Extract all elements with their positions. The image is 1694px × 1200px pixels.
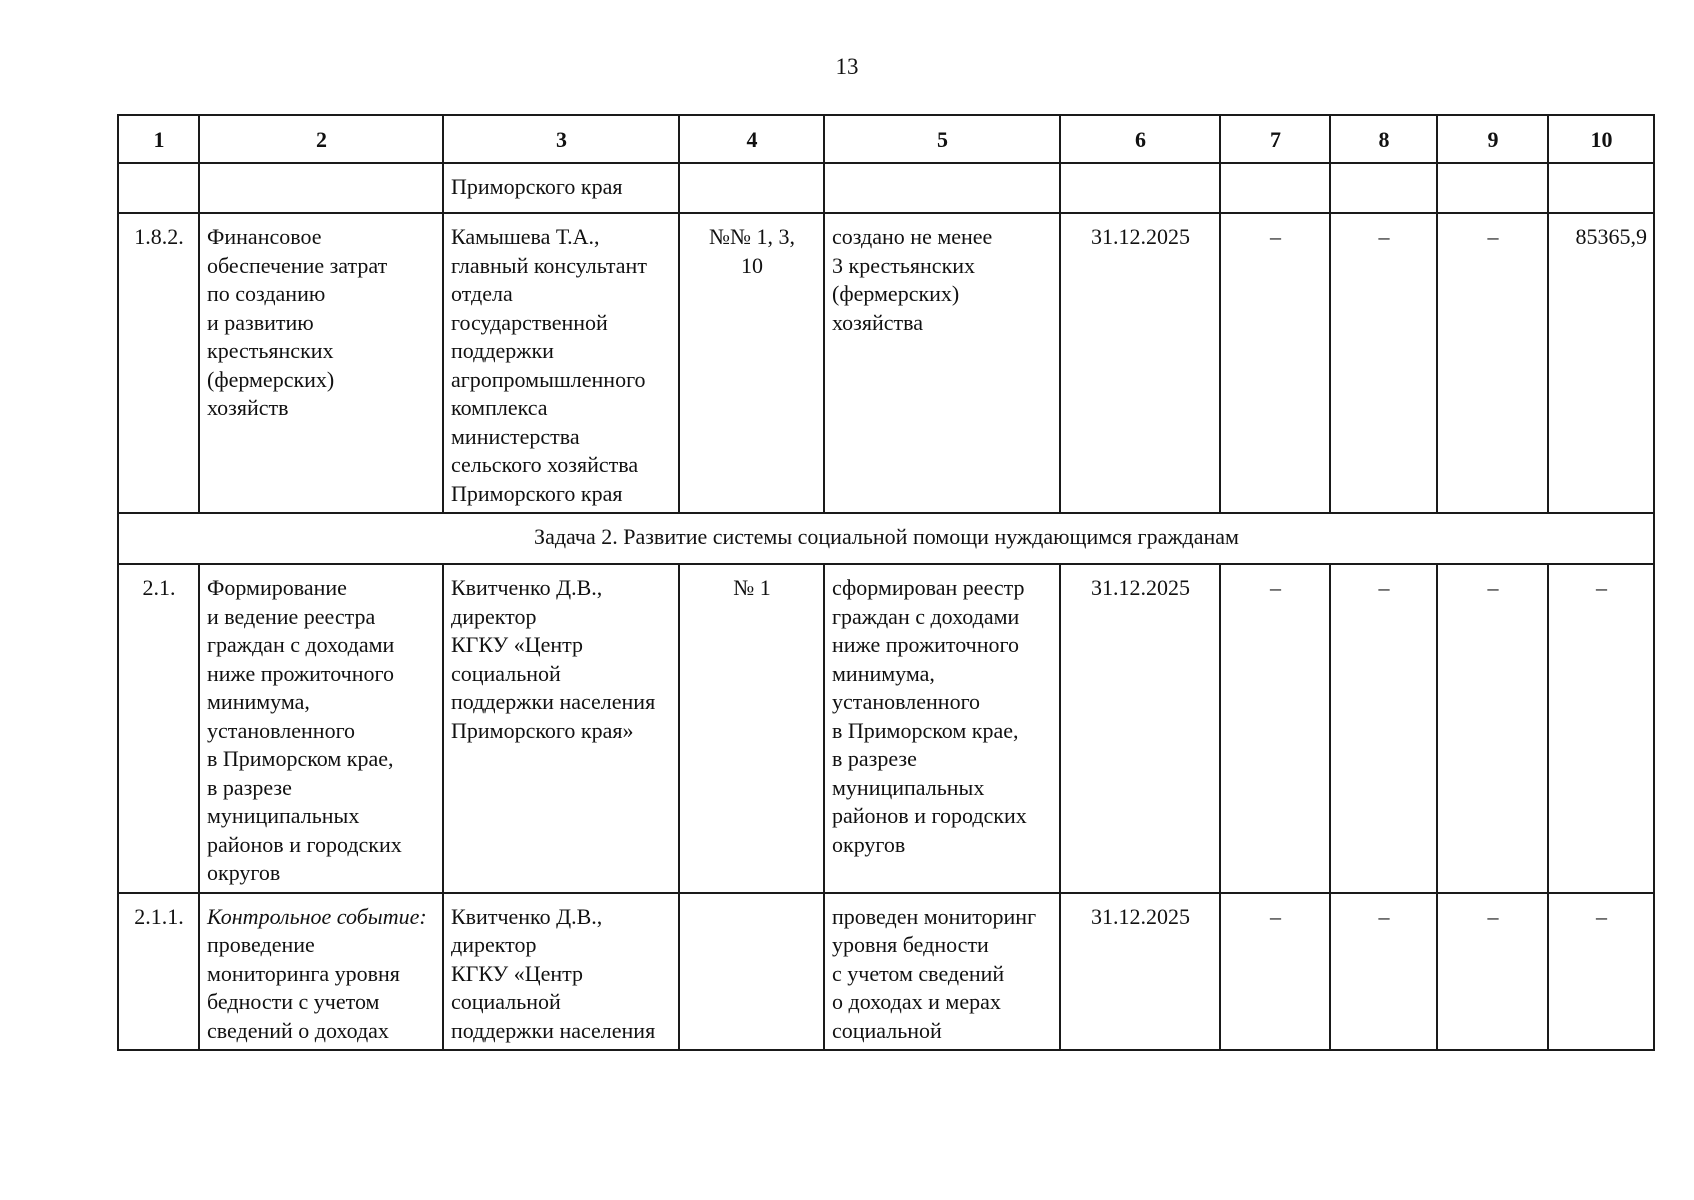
cell-date bbox=[1060, 163, 1220, 213]
column-header: 3 bbox=[443, 115, 679, 163]
cell-col10: 85365,9 bbox=[1548, 213, 1654, 513]
cell-number: 2.1.1. bbox=[118, 893, 199, 1051]
cell-col7: – bbox=[1220, 213, 1330, 513]
cell-result bbox=[824, 163, 1060, 213]
cell-col9: – bbox=[1437, 893, 1548, 1051]
column-header: 9 bbox=[1437, 115, 1548, 163]
cell-col7: – bbox=[1220, 564, 1330, 893]
cell-indicator: №№ 1, 3, 10 bbox=[679, 213, 824, 513]
cell-col9: – bbox=[1437, 564, 1548, 893]
table-row bbox=[118, 163, 1654, 213]
task-title: Задача 2. Развитие системы социальной помощи нуждающимся гражданам bbox=[118, 513, 1654, 564]
cell-col10: – bbox=[1548, 564, 1654, 893]
column-header: 4 bbox=[679, 115, 824, 163]
page-number: 13 bbox=[835, 54, 859, 79]
cell-col10: – bbox=[1548, 893, 1654, 1051]
cell-result: создано не менее 3 крестьянских (фермерских) хозяйства bbox=[824, 213, 1060, 513]
column-header: 1 bbox=[118, 115, 199, 163]
plan-table bbox=[117, 114, 1655, 1051]
cell-col7: – bbox=[1220, 893, 1330, 1051]
cell-indicator bbox=[679, 163, 824, 213]
column-header: 7 bbox=[1220, 115, 1330, 163]
cell-number bbox=[118, 163, 199, 213]
header-row bbox=[118, 115, 1654, 163]
cell-event-text: проведение мониторинга уровня бедности с учетом сведений о доходах bbox=[207, 932, 400, 1043]
cell-event bbox=[199, 893, 443, 1051]
control-event-label: Контрольное событие: bbox=[207, 903, 427, 929]
cell-col8: – bbox=[1330, 213, 1437, 513]
cell-indicator bbox=[679, 893, 824, 1051]
task-row bbox=[118, 513, 1654, 564]
table-row bbox=[118, 893, 1654, 1051]
cell-col8: – bbox=[1330, 893, 1437, 1051]
cell-event: Финансовое обеспечение затрат по созданию и развитию крестьянских (фермерских) хозяйств bbox=[199, 213, 443, 513]
cell-result: проведен мониторинг уровня бедности с учетом сведений о доходах и мерах социальной bbox=[824, 893, 1060, 1051]
cell-col7 bbox=[1220, 163, 1330, 213]
cell-responsible: Камышева Т.А., главный консультант отдела государственной поддержки агропромышленного комплекса министерства сельского хозяйства Приморского края bbox=[443, 213, 679, 513]
cell-responsible: Квитченко Д.В., директор КГКУ «Центр социальной поддержки населения bbox=[443, 893, 679, 1051]
cell-col9: – bbox=[1437, 213, 1548, 513]
column-header: 6 bbox=[1060, 115, 1220, 163]
cell-responsible: Приморского края bbox=[443, 163, 679, 213]
cell-responsible: Квитченко Д.В., директор КГКУ «Центр социальной поддержки населения Приморского края» bbox=[443, 564, 679, 893]
column-header: 10 bbox=[1548, 115, 1654, 163]
column-header: 2 bbox=[199, 115, 443, 163]
cell-col9 bbox=[1437, 163, 1548, 213]
table-row bbox=[118, 213, 1654, 513]
table-row bbox=[118, 564, 1654, 893]
cell-col8: – bbox=[1330, 564, 1437, 893]
cell-event bbox=[199, 163, 443, 213]
cell-col10 bbox=[1548, 163, 1654, 213]
cell-indicator: № 1 bbox=[679, 564, 824, 893]
cell-number: 2.1. bbox=[118, 564, 199, 893]
cell-col8 bbox=[1330, 163, 1437, 213]
column-header: 8 bbox=[1330, 115, 1437, 163]
cell-date: 31.12.2025 bbox=[1060, 893, 1220, 1051]
column-header: 5 bbox=[824, 115, 1060, 163]
cell-result: сформирован реестр граждан с доходами ниже прожиточного минимума, установленного в Приморском крае, в разрезе муниципальных районов и городских округов bbox=[824, 564, 1060, 893]
cell-date: 31.12.2025 bbox=[1060, 564, 1220, 893]
cell-number: 1.8.2. bbox=[118, 213, 199, 513]
cell-date: 31.12.2025 bbox=[1060, 213, 1220, 513]
cell-event: Формирование и ведение реестра граждан с доходами ниже прожиточного минимума, установленного в Приморском крае, в разрезе муниципальных районов и городских округов bbox=[199, 564, 443, 893]
